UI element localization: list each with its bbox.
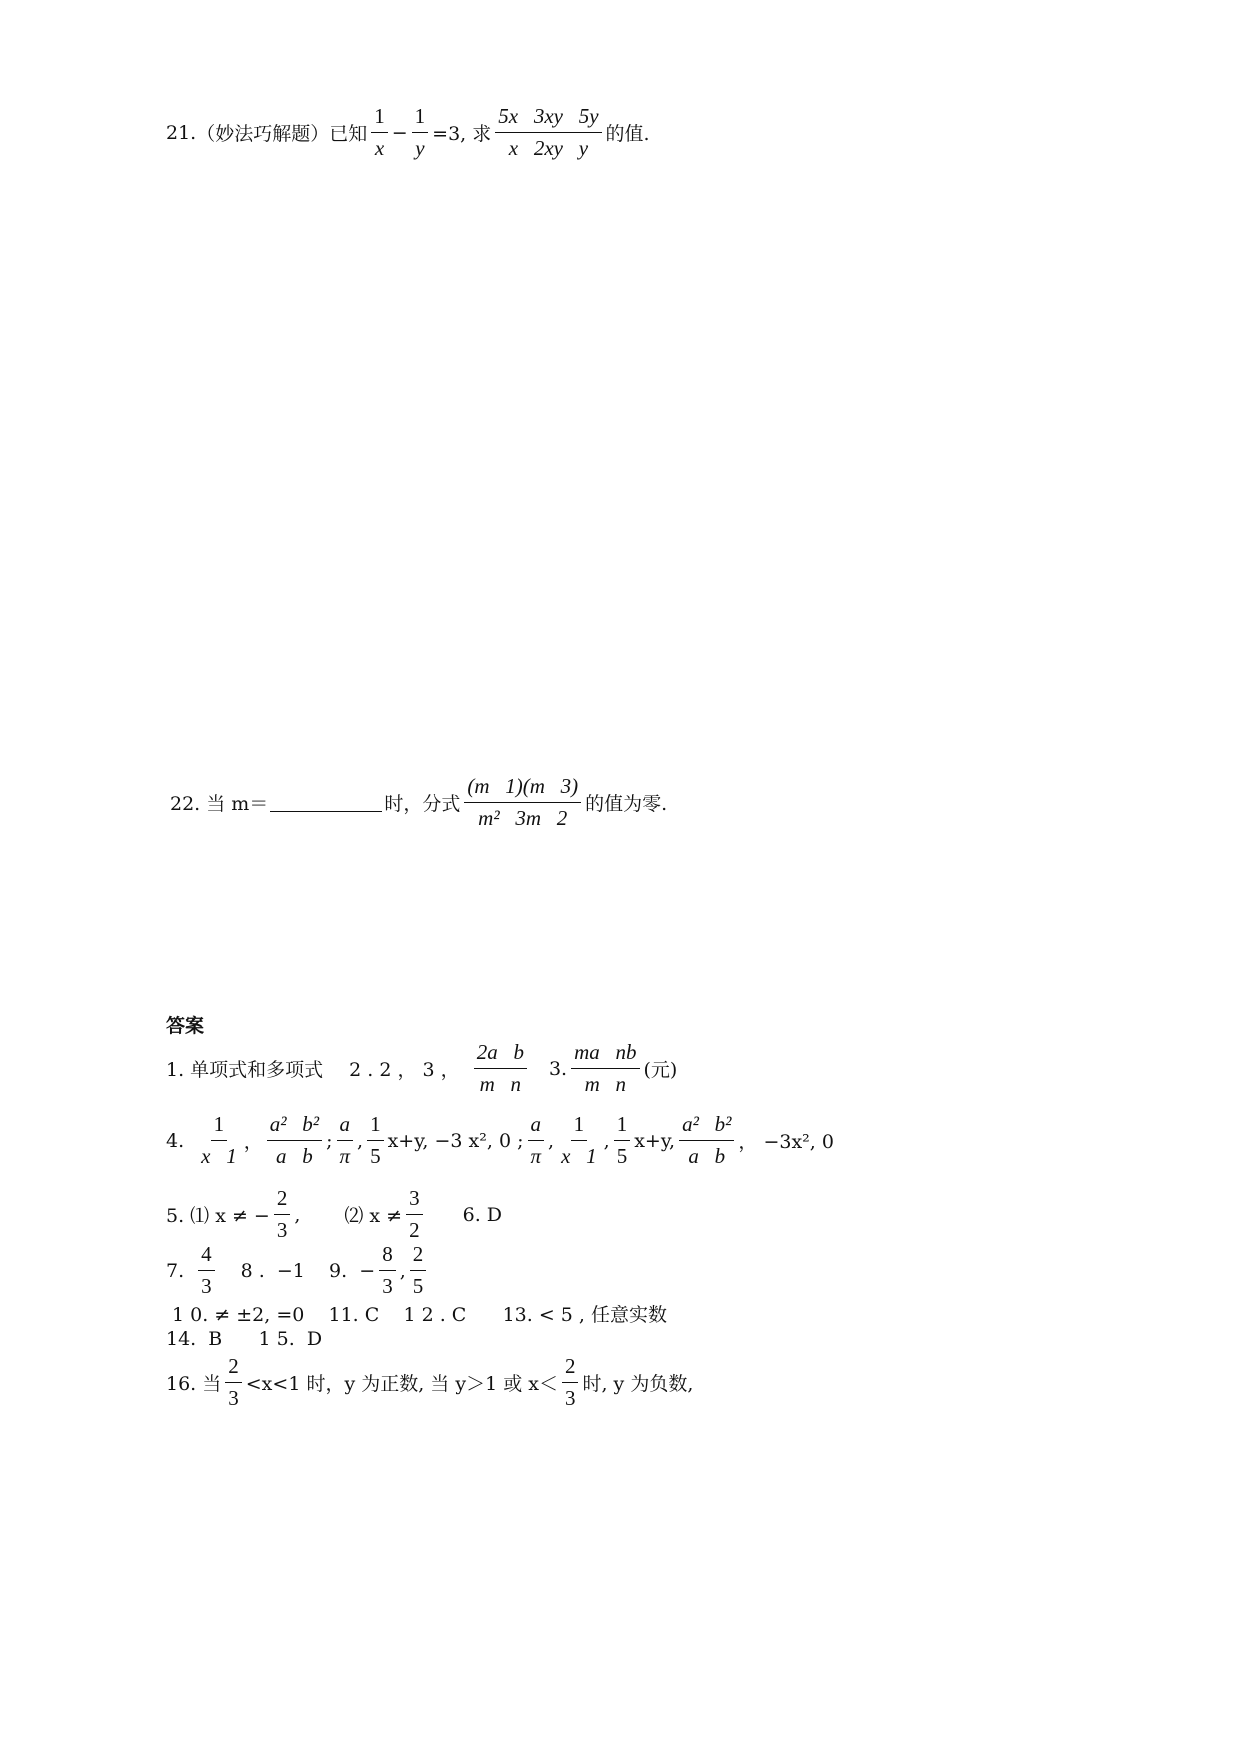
a4-fraction-1: $\frac{1}{x 1}$ (201, 1112, 237, 1168)
answer-4: 4. $\frac{1}{x 1}$ ， $\frac{\text{a² b²}}{\text{a b}}$ ; $\frac{a}{\pi}$ , $\frac{1}{5}$ x+y, −3 x², 0 ; $\frac{a}{\pi}$ , $\frac{1}{x 1}$ , $\frac{1}{5}$ x+y, $\frac{\text{a² b²}}{\text{a b}}$ ， −3x², 0 (166, 1112, 834, 1168)
a9-fraction-2: $\frac{2}{5}$ (410, 1242, 427, 1299)
question-21: 21. （妙法巧解题）已知 $\frac{1}{x}$ − $\frac{1}{y}$ =3, 求 $\frac{5x 3xy 5y}{\text{x 2xy y}}$ 的值. (166, 104, 650, 160)
a4-fraction-7: $\frac{1}{5}$ (614, 1112, 631, 1169)
answers-heading: 答案 (166, 1015, 205, 1037)
q22-fraction: $\frac{(m 1)(m 3)}{\text{m² 3m 2}}$ (464, 774, 581, 831)
q21-fraction-2: $\frac{1}{y}$ (412, 104, 429, 161)
a4-fraction-5: $\frac{a}{\pi}$ (527, 1112, 544, 1169)
q21-condition: =3, 求 (432, 123, 492, 145)
q22-tail: 的值为零. (585, 793, 668, 815)
a16-fraction-2: $\frac{2}{3}$ (562, 1354, 579, 1411)
a5-fraction-2: $\frac{3}{2}$ (406, 1186, 423, 1243)
answer-1-3: 1. 单项式和多项式 2 . 2 ， 3 ， $\frac{\text{2a b}}{\text{m n}}$ 3. $\frac{\text{ma nb}}{\text{m n}}$ (元) (166, 1040, 678, 1096)
answer-7-9: 7. $\frac{4}{3}$ 8 . −1 9. − $\frac{8}{3}$ , $\frac{2}{5}$ (166, 1242, 430, 1299)
answer-blank[interactable] (270, 793, 382, 812)
a4-fraction-8: $\frac{\text{a² b²}}{\text{a b}}$ (679, 1112, 734, 1169)
q22-number: 22. 当 m＝ (170, 793, 269, 815)
a2-fraction: $\frac{\text{2a b}}{\text{m n}}$ (474, 1040, 527, 1097)
q21-fraction-3: $\frac{5x 3xy 5y}{\text{x 2xy y}}$ (495, 104, 601, 161)
question-22 (170, 774, 667, 831)
a4-fraction-6: $\frac{1}{x 1}$ (561, 1112, 597, 1168)
q22-mid: 时，分式 (384, 793, 461, 815)
q21-tail: 的值. (605, 123, 650, 145)
a4-fraction-2: $\frac{\text{a² b²}}{\text{a b}}$ (267, 1112, 322, 1169)
answer-14-15: 14. B 1 5. D (166, 1328, 323, 1350)
a16-fraction-1: $\frac{2}{3}$ (225, 1354, 242, 1411)
a4-fraction-4: $\frac{1}{5}$ (367, 1112, 384, 1169)
a3-fraction: $\frac{\text{ma nb}}{\text{m n}}$ (571, 1040, 639, 1097)
answer-16: 16. 当 $\frac{2}{3}$ <x<1 时，y 为正数, 当 y＞1 或 x＜ $\frac{2}{3}$ 时, y 为负数, (166, 1354, 694, 1410)
a4-fraction-3: $\frac{a}{\pi}$ (336, 1112, 353, 1169)
a7-fraction: $\frac{4}{3}$ (198, 1242, 215, 1299)
answer-5-6: 5. ⑴ x ≠ − $\frac{2}{3}$ , ⑵ x ≠ $\frac{3}{2}$ 6. D (166, 1186, 503, 1242)
answer-10-13: 1 0. ≠ ±2, =0 11. C 1 2 . C 13. < 5 , 任意实数 (172, 1304, 667, 1326)
q21-number: 21. (166, 121, 197, 144)
q21-fraction-1: $\frac{1}{x}$ (371, 104, 388, 161)
a5-fraction-1: $\frac{2}{3}$ (274, 1186, 291, 1243)
q21-tag: （妙法巧解题）已知 (196, 123, 368, 145)
a9-fraction-1: $\frac{8}{3}$ (379, 1242, 396, 1299)
